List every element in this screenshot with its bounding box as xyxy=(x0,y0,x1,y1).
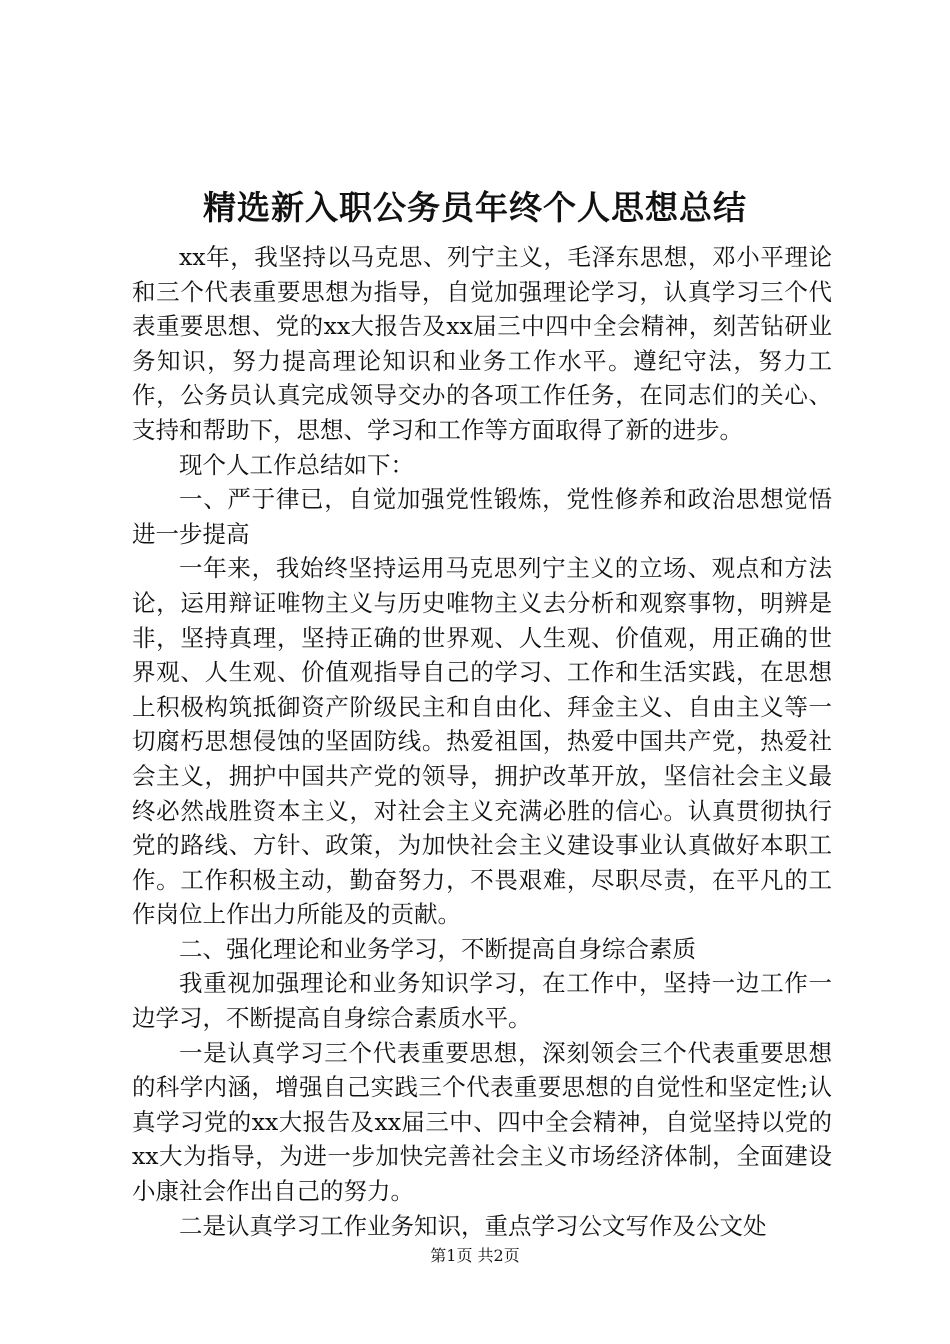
paragraph: 我重视加强理论和业务知识学习，在工作中，坚持一边工作一边学习，不断提高自身综合素质水平。 xyxy=(132,969,832,1033)
page-footer: 第1页 共2页 xyxy=(430,1246,520,1265)
section-heading: 一、严于律已，自觉加强党性锻炼，党性修养和政治思想觉悟进一步提高 xyxy=(132,485,832,548)
paragraph: xx年，我坚持以马克思、列宁主义，毛泽东思想，邓小平理论和三个代表重要思想为指导，自觉加强理论学习，认真学习三个代表重要思想、党的xx大报告及xx届三中四中全会精神，刻苦钻研业务知识，努力提高理论知识和业务工作水平。遵纪守法，努力工作，公务员认真完成领导交办的各项工作任务，在同志们的关心、支持和帮助下，思想、学习和工作等方面取得了新的进步。 xyxy=(132,243,832,444)
paragraph: 一是认真学习三个代表重要思想，深刻领会三个代表重要思想的科学内涵，增强自己实践三个代表重要思想的自觉性和坚定性;认真学习党的xx大报告及xx届三中、四中全会精神，自觉坚持以党的xx大为指导，为进一步加快完善社会主义市场经济体制，全面建设小康社会作出自己的努力。 xyxy=(132,1038,832,1206)
paragraph: 二是认真学习工作业务知识，重点学习公文写作及公文处 xyxy=(179,1211,767,1240)
document-body xyxy=(132,240,832,1243)
document-title: 精选新入职公务员年终个人思想总结 xyxy=(203,188,747,227)
section-heading: 二、强化理论和业务学习，不断提高自身综合素质 xyxy=(179,934,696,963)
paragraph: 现个人工作总结如下： xyxy=(179,450,414,479)
paragraph: 一年来，我始终坚持运用马克思列宁主义的立场、观点和方法论，运用辩证唯物主义与历史唯物主义去分析和观察事物，明辨是非，坚持真理，坚持正确的世界观、人生观、价值观，用正确的世界观、人生观、价值观指导自己的学习、工作和生活实践，在思想上积极构筑抵御资产阶级民主和自由化、拜金主义、自由主义等一切腐朽思想侵蚀的坚固防线。热爱祖国，热爱中国共产党，热爱社会主义，拥护中国共产党的领导，拥护改革开放，坚信社会主义最终必然战胜资本主义，对社会主义充满必胜的信心。认真贯彻执行党的路线、方针、政策，为加快社会主义建设事业认真做好本职工作。工作积极主动，勤奋努力，不畏艰难，尽职尽责，在平凡的工作岗位上作出力所能及的贡献。 xyxy=(132,554,832,929)
